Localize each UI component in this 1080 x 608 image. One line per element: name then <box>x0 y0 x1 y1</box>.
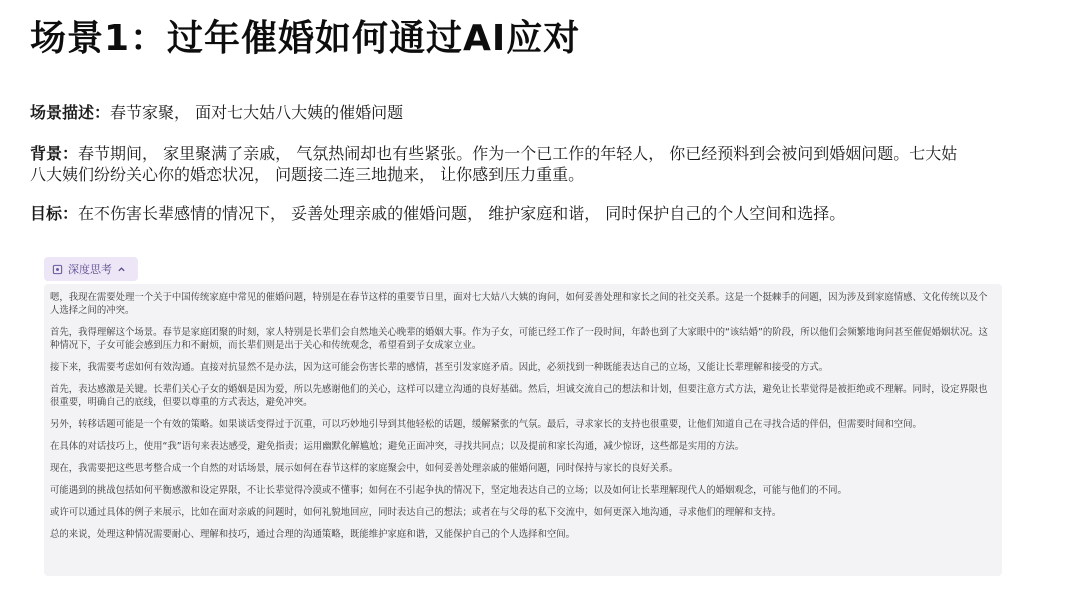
thinking-paragraph: 嗯，我现在需要处理一个关于中国传统家庭中常见的催婚问题，特别是在春节这样的重要节日里，面对七大姑八大姨的询问，如何妥善处理和家长之间的社交关系。这是一个挺棘手的问题，因为涉及到家庭情感、文化传统以及个人选择之间的冲突。 <box>50 292 988 316</box>
thinking-paragraph: 在具体的对话技巧上，使用“我”语句来表达感受，避免指责；运用幽默化解尴尬；避免正面冲突，寻找共同点；以及提前和家长沟通，减少惊讶，这些都是实用的方法。 <box>50 441 745 452</box>
page-title: 场景1：过年催婚如何通过AI应对 <box>30 18 581 59</box>
thinking-paragraph: 现在，我需要把这些思考整合成一个自然的对话场景，展示如何在春节这样的家庭聚会中，如何妥善处理亲戚的催婚问题，同时保持与家长的良好关系。 <box>50 463 679 474</box>
deep-thinking-toggle[interactable] <box>44 257 138 281</box>
thinking-paragraph: 首先，表达感激是关键。长辈们关心子女的婚姻是因为爱，所以先感谢他们的关心，这样可以建立沟通的良好基础。然后，坦诚交流自己的想法和计划，但要注意方式方法，避免让长辈觉得是被拒绝或不理解。同时，设定界限也很重要，明确自己的底线，但要以尊重的方式表达，避免冲突。 <box>50 384 988 408</box>
thinking-paragraph: 另外，转移话题可能是一个有效的策略。如果谈话变得过于沉重，可以巧妙地引导到其他轻松的话题，缓解紧张的气氛。最后，寻求家长的支持也很重要，让他们知道自己在寻找合适的伴侣，但需要时间和空间。 <box>50 419 922 430</box>
thinking-paragraph: 或许可以通过具体的例子来展示，比如在面对亲戚的问题时，如何礼貌地回应，同时表达自己的想法；或者在与父母的私下交流中，如何更深入地沟通，寻求他们的理解和支持。 <box>50 507 782 518</box>
background-text: 春节期间， 家里聚满了亲戚， 气氛热闹却也有些紧张。作为一个已工作的年轻人， 你已经预料到会被问到婚姻问题。七大姑八大姨们纷纷关心你的婚恋状况， 问题接二连三地抛来， 让你感到压力重重。 <box>30 144 958 184</box>
thinking-paragraph: 可能遇到的挑战包括如何平衡感激和设定界限，不让长辈觉得冷漠或不懂事；如何在不引起争执的情况下，坚定地表达自己的立场；以及如何让长辈理解现代人的婚姻观念，可能与他们的不同。 <box>50 485 847 496</box>
thinking-paragraph: 总的来说，处理这种情况需要耐心、理解和技巧，通过合理的沟通策略，既能维护家庭和谐，又能保护自己的个人选择和空间。 <box>50 529 576 540</box>
thinking-paragraph: 接下来，我需要考虑如何有效沟通。直接对抗显然不是办法，因为这可能会伤害长辈的感情，甚至引发家庭矛盾。因此，必须找到一种既能表达自己的立场，又能让长辈理解和接受的方式。 <box>50 362 829 373</box>
scene-label: 场景描述： <box>30 103 111 122</box>
scene-text: 春节家聚， 面对七大姑八大姨的催婚问题 <box>110 103 404 122</box>
chevron-up-icon <box>117 265 126 274</box>
goal-label: 目标： <box>30 204 79 223</box>
deep-thinking-label: 深度思考 <box>68 263 112 276</box>
scene-description <box>30 102 403 123</box>
background-label: 背景： <box>30 144 79 163</box>
thinking-paragraph: 首先，我得理解这个场景。春节是家庭团聚的时刻，家人特别是长辈们会自然地关心晚辈的婚姻大事。作为子女，可能已经工作了一段时间，年龄也到了大家眼中的“该结婚”的阶段，所以他们会频繁地询问甚至催促婚姻状况。这种情况下，子女可能会感到压力和不耐烦，而长辈们则是出于关心和传统观念，希望看到子女成家立业。 <box>50 327 988 351</box>
goal-description <box>30 203 845 224</box>
thinking-icon <box>52 264 63 275</box>
thinking-content-panel <box>44 284 1002 576</box>
goal-text: 在不伤害长辈感情的情况下， 妥善处理亲戚的催婚问题， 维护家庭和谐， 同时保护自己的个人空间和选择。 <box>78 204 846 223</box>
background-description <box>30 143 970 185</box>
